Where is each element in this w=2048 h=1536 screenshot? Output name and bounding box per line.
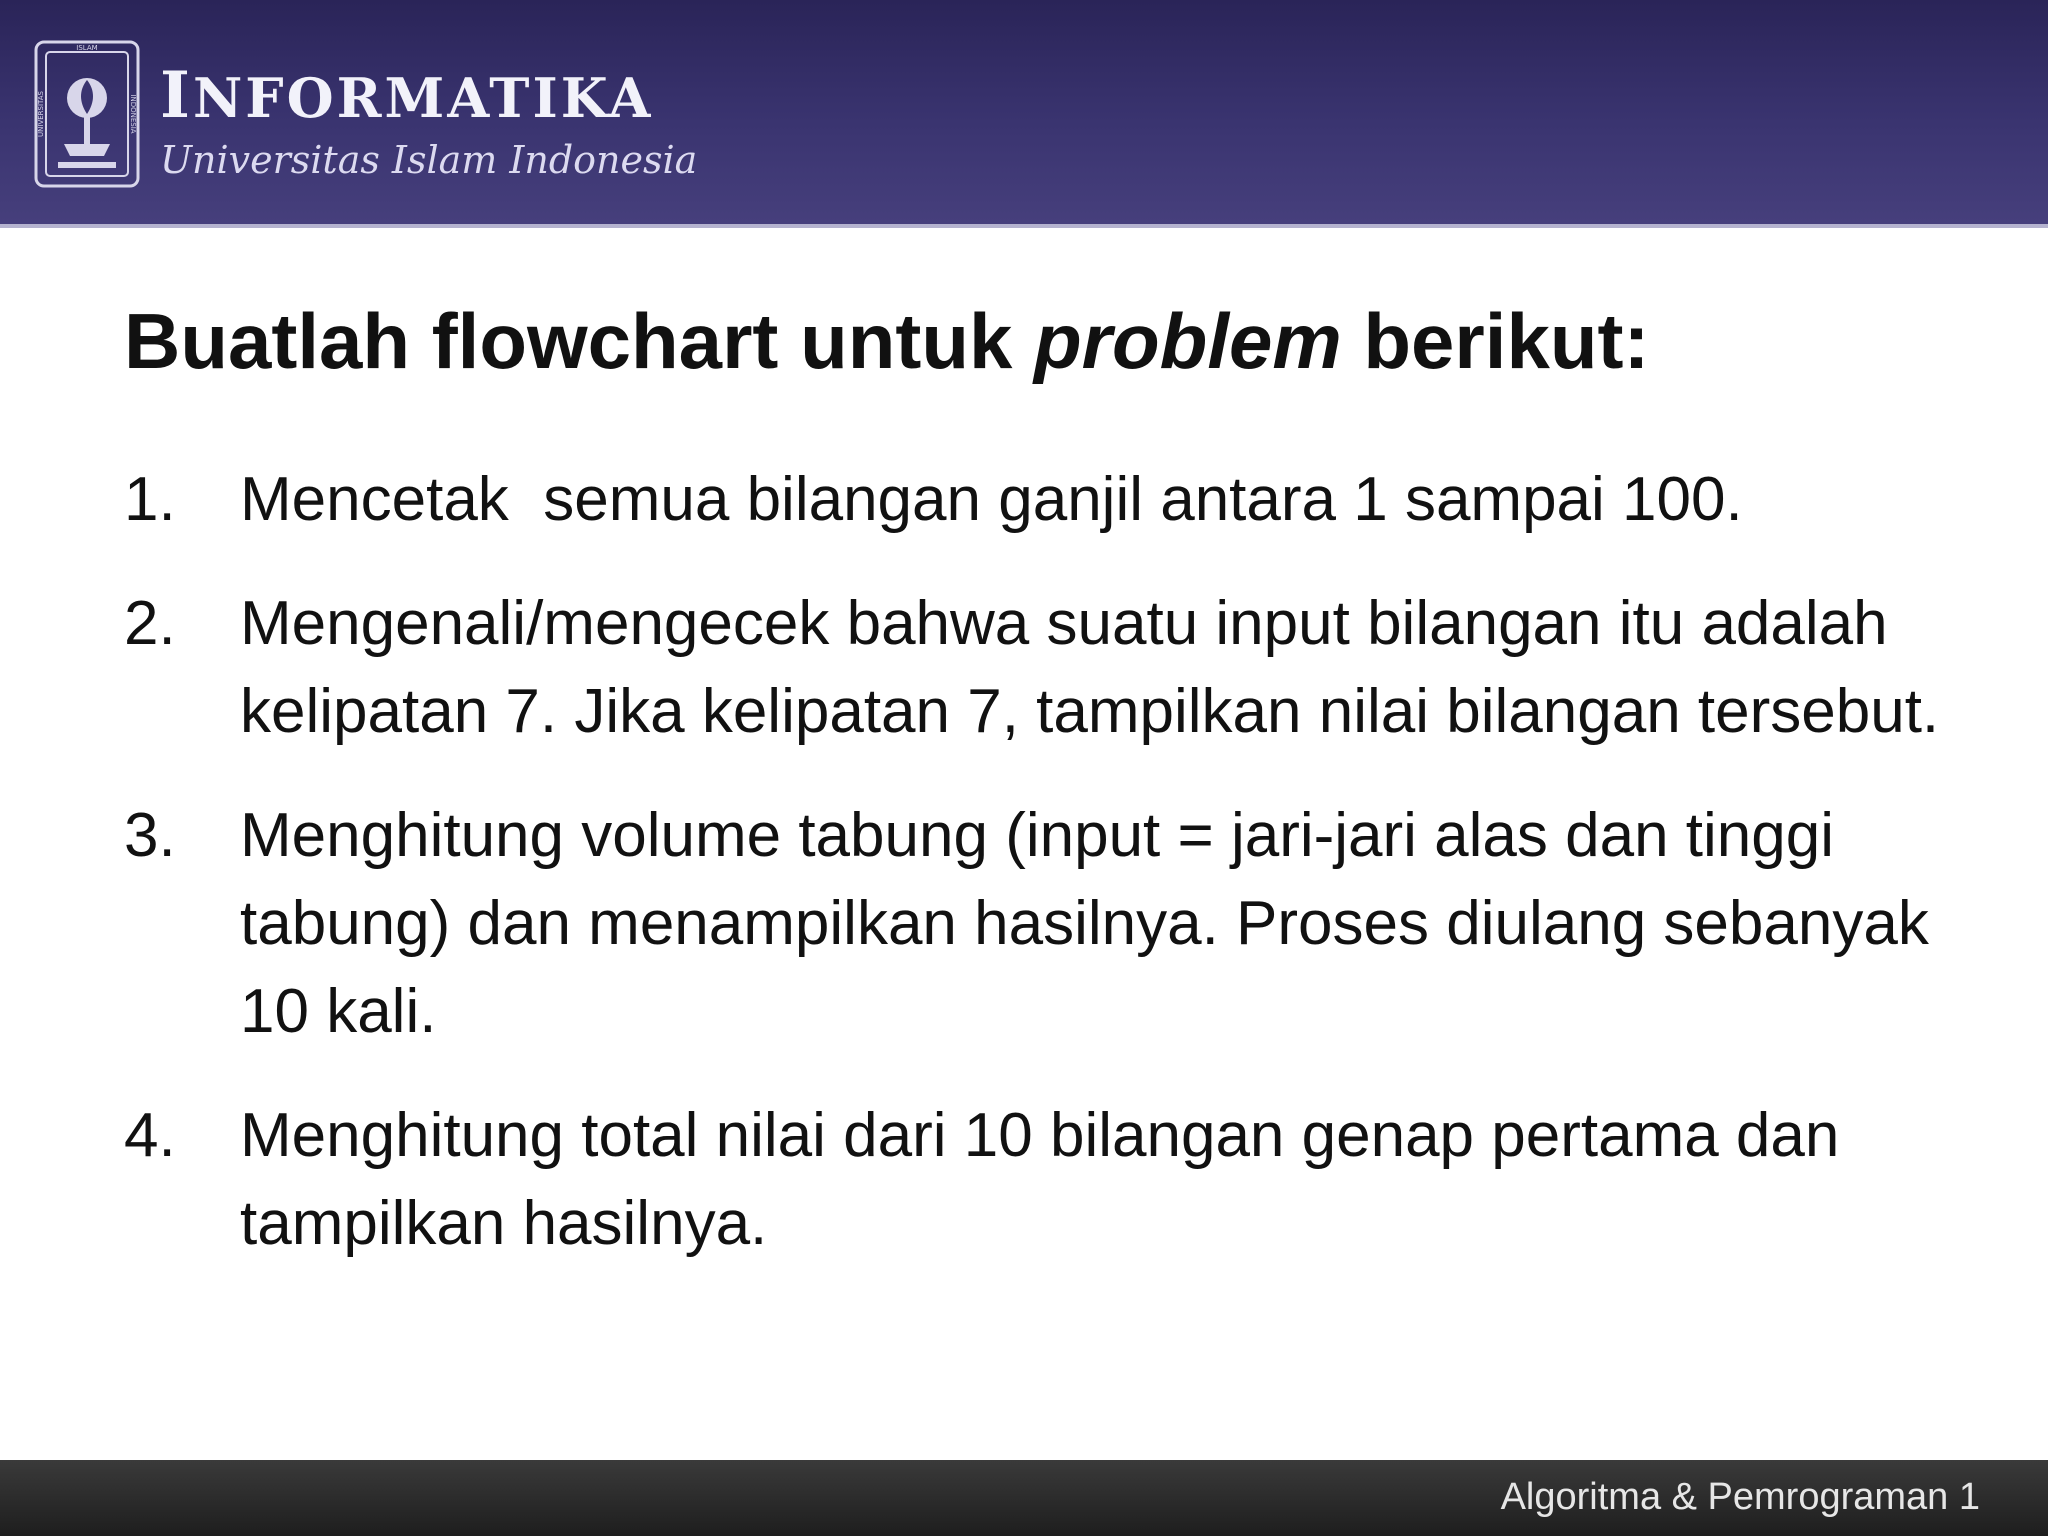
brand-title-initial: I	[160, 58, 193, 133]
list-item	[124, 792, 1944, 1056]
slide-title	[124, 296, 1649, 387]
list-item	[124, 456, 1944, 544]
list-item-text: Menghitung total nilai dari 10 bilangan genap pertama dan tampilkan hasilnya.	[240, 1101, 1840, 1258]
slide-title-after: berikut:	[1341, 297, 1650, 385]
list-item-number: 2.	[124, 589, 176, 658]
brand-title-rest: NFORMATIKA	[192, 66, 654, 130]
header-divider	[0, 224, 2048, 228]
list-item-number: 3.	[124, 801, 176, 870]
list-item-text: Menghitung volume tabung (input = jari-jari alas dan tinggi tabung) dan menampilkan hasilnya. Proses diulang sebanyak 10 kali.	[240, 801, 1929, 1046]
footer-bar	[0, 1460, 2048, 1536]
slide-title-emphasis: problem	[1034, 297, 1342, 385]
list-item-number: 1.	[124, 465, 176, 534]
list-item-number: 4.	[124, 1101, 176, 1170]
logo-ring-text-right: INDONESIA	[129, 94, 137, 134]
list-item	[124, 1092, 1944, 1268]
list-item-text: Mengenali/mengecek bahwa suatu input bilangan itu adalah kelipatan 7. Jika kelipatan 7, tampilkan nilai bilangan tersebut.	[240, 589, 1940, 746]
logo-ring-text-top: ISLAM	[76, 44, 98, 52]
task-list	[124, 456, 1944, 1304]
list-item	[124, 580, 1944, 756]
slide-title-before: Buatlah flowchart untuk	[124, 297, 1035, 385]
logo-ring-text-left: UNIVERSITAS	[37, 91, 45, 137]
uii-logo-icon	[34, 40, 140, 188]
header-banner	[0, 0, 2048, 224]
brand-title	[160, 58, 653, 133]
list-item-text: Mencetak semua bilangan ganjil antara 1 sampai 100.	[240, 465, 1743, 534]
footer-course-label: Algoritma & Pemrograman 1	[1500, 1476, 1980, 1518]
brand-subtitle: Universitas Islam Indonesia	[160, 138, 698, 182]
